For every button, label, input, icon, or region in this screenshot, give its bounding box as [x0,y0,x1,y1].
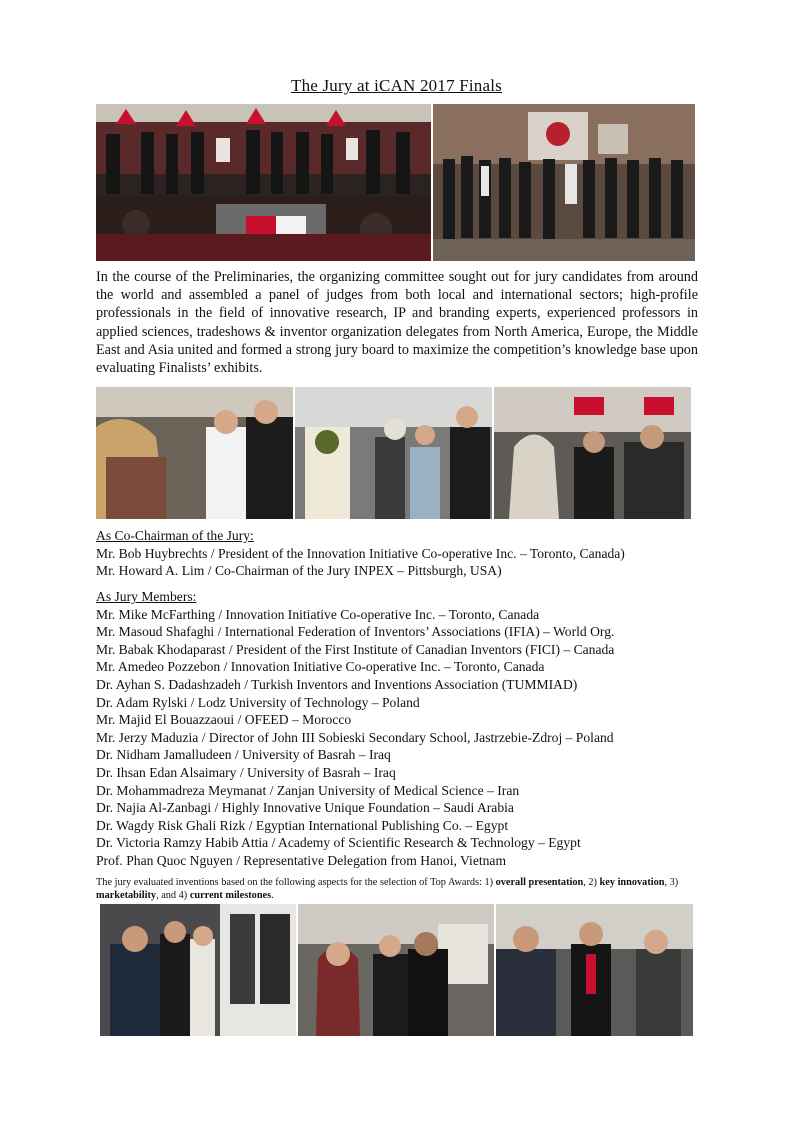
evaluation-note [96,876,698,902]
photo-exhibit-1 [100,904,296,1036]
note-aspect: key innovation [599,877,665,888]
co-chairman-heading: As Co-Chairman of the Jury: [96,528,254,543]
co-chairman-item: Mr. Howard A. Lim / Co-Chairman of the Jury INPEX – Pittsburgh, USA) [96,563,502,579]
note-aspect: current milestones [189,890,272,901]
jury-member-item: Prof. Phan Quoc Nguyen / Representative Delegation from Hanoi, Vietnam [96,852,507,868]
jury-member-item: Mr. Masoud Shafaghi / International Federation of Inventors’ Associations (IFIA) – World Org. [96,624,615,640]
photo-judging-3 [494,387,691,519]
jury-member-item: Mr. Majid El Bouazzaoui / OFEED – Morocco [96,712,352,728]
jury-member-item: Mr. Amedeo Pozzebon / Innovation Initiative Co-operative Inc. – Toronto, Canada [96,659,545,675]
note-text: . [271,890,274,901]
jury-members-section [96,588,706,870]
note-text: , 3) [664,877,679,888]
jury-member-item: Dr. Ayhan S. Dadashzadeh / Turkish Inventors and Inventions Association (TUMMIAD) [96,676,578,692]
note-aspect: overall presentation [495,877,584,888]
jury-member-item: Dr. Victoria Ramzy Habib Attia / Academy of Scientific Research & Technology – Egypt [96,835,581,851]
jury-member-item: Dr. Nidham Jamalludeen / University of Basrah – Iraq [96,747,391,763]
jury-member-item: Mr. Jerzy Maduzia / Director of John III Sobieski Secondary School, Jastrzebie-Zdroj – Poland [96,729,614,745]
co-chairman-item: Mr. Bob Huybrechts / President of the Innovation Initiative Co-operative Inc. – Toronto, Canada) [96,545,625,561]
jury-member-item: Mr. Babak Khodaparast / President of the First Institute of Canadian Inventors (FICI) – Canada [96,641,615,657]
jury-member-item: Dr. Adam Rylski / Lodz University of Technology – Poland [96,694,420,710]
photo-exhibit-3 [496,904,693,1036]
note-text: , 2) [583,877,600,888]
note-text: , and 4) [156,890,190,901]
photo-judging-1 [96,387,293,519]
note-aspect: marketability [96,890,157,901]
photo-jury-lineup [433,104,695,261]
photo-exhibit-2 [298,904,494,1036]
jury-member-item: Dr. Ihsan Edan Alsaimary / University of Basrah – Iraq [96,764,396,780]
jury-members-heading: As Jury Members: [96,589,197,604]
jury-member-item: Mr. Mike McFarthing / Innovation Initiative Co-operative Inc. – Toronto, Canada [96,606,540,622]
note-text: The jury evaluated inventions based on the following aspects for the selection of Top Awards: 1) [96,877,496,888]
jury-member-item: Dr. Mohammadreza Meymanat / Zanjan University of Medical Science – Iran [96,782,520,798]
photo-stage-group [96,104,431,261]
co-chairman-section [96,527,706,580]
page-title: The Jury at iCAN 2017 Finals [290,76,502,95]
intro-paragraph: In the course of the Preliminaries, the organizing committee sought out for jury candidates from around the world and assembled a panel of judges from both local and international sectors; high-profile professionals in the field of innovative research, IP and branding experts, experienced professors in applied sciences, tradeshows & inventor organization delegates from North America, Europe, the Middle East and Asia united and formed a strong jury board to maximize the competition’s knowledge base upon evaluating Finalists’ exhibits. [96,269,698,377]
jury-member-item: Dr. Najia Al-Zanbagi / Highly Innovative Unique Foundation – Saudi Arabia [96,800,514,816]
jury-member-item: Dr. Wagdy Risk Ghali Rizk / Egyptian International Publishing Co. – Egypt [96,817,509,833]
photo-judging-2 [295,387,492,519]
